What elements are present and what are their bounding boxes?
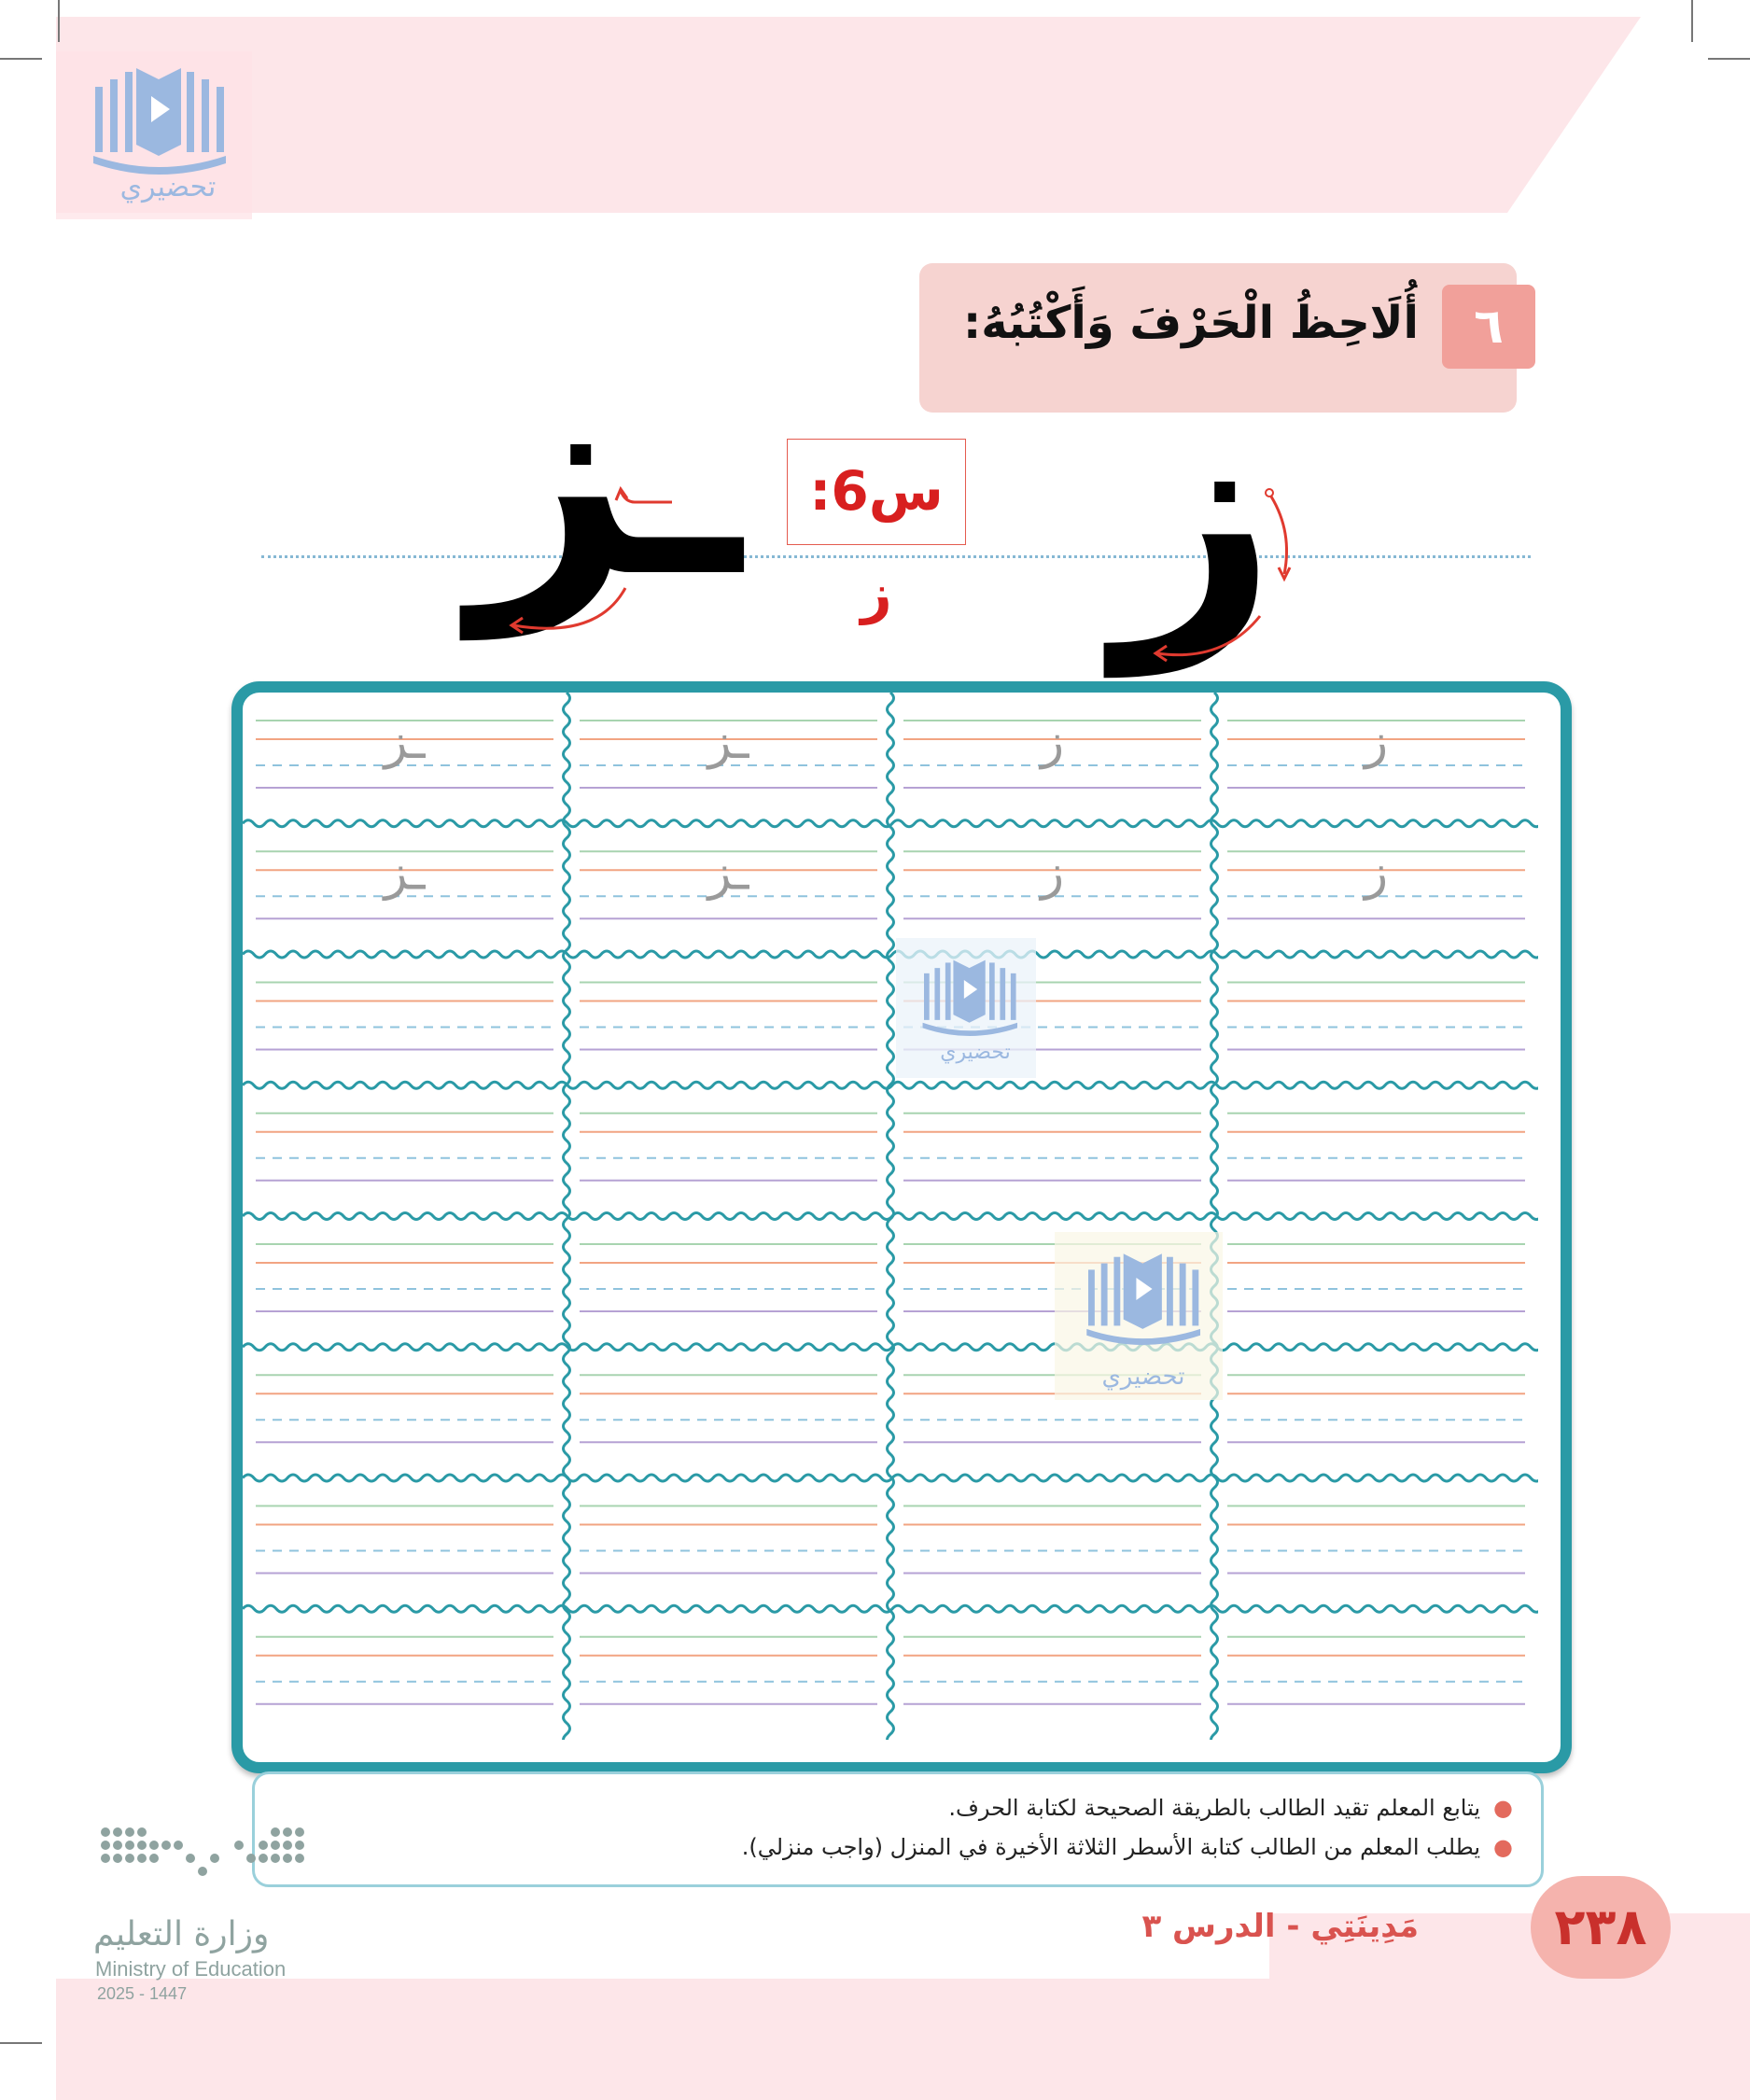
logo-dot: [113, 1827, 122, 1837]
bullet-icon: ●: [1493, 1795, 1513, 1821]
crop-mark: [0, 2042, 42, 2044]
logo-dot: [137, 1854, 147, 1863]
logo-dot: [234, 1841, 244, 1850]
letter-connected: ـز: [471, 313, 742, 638]
logo-dot: [283, 1827, 292, 1837]
watermark-logo: [56, 51, 252, 219]
exercise-number: ٦: [1442, 285, 1535, 369]
guide-letter: ز: [1364, 714, 1389, 770]
logo-dot: [174, 1841, 183, 1850]
logo-dot: [271, 1827, 280, 1837]
page-number: ٢٣٨: [1531, 1876, 1671, 1979]
watermark-label: تحضيري: [940, 1041, 1011, 1064]
edition-year: 2025 - 1447: [97, 1984, 188, 2003]
watermark-label: تحضيري: [1101, 1363, 1185, 1391]
watermark-logo: [1055, 1232, 1223, 1400]
row-divider-wave: [243, 1344, 1538, 1351]
logo-dot: [210, 1854, 219, 1863]
ministry-name-english: Ministry of Education: [95, 1957, 287, 1981]
crop-mark: [58, 0, 60, 42]
logo-dot: [295, 1854, 304, 1863]
guide-letter: ز: [1364, 845, 1389, 902]
teacher-note: [948, 1795, 1513, 1821]
logo-dot: [246, 1854, 256, 1863]
logo-dot: [101, 1827, 110, 1837]
logo-dot: [295, 1841, 304, 1850]
logo-dot: [186, 1854, 195, 1863]
logo-dot: [125, 1827, 134, 1837]
logo-dot: [149, 1854, 159, 1863]
logo-dot: [161, 1841, 171, 1850]
teacher-notes-box: [252, 1771, 1544, 1887]
teacher-note-text: يطلب المعلم من الطالب كتابة الأسطر الثلاثة الأخيرة في المنزل (واجب منزلي).: [741, 1834, 1481, 1860]
ministry-name-arabic: وزارة التعليم: [93, 1915, 270, 1953]
logo-dot: [113, 1841, 122, 1850]
logo-dot: [271, 1854, 280, 1863]
stroke-arrow-isolated-icon: [1139, 476, 1307, 672]
logo-dot: [137, 1841, 147, 1850]
exercise-instruction: أُلَاحِظُ الْحَرْفَ وَأَكْتُبُهُ:: [963, 297, 1419, 349]
column-divider-wave: [1211, 693, 1218, 1740]
guide-letter: ـز: [707, 845, 749, 902]
baseline-dotted-line: [261, 555, 1531, 558]
logo-dot: [101, 1841, 110, 1850]
ministry-logo-icon: [98, 1825, 313, 1899]
guide-letter: ـز: [384, 845, 426, 902]
logo-dot: [113, 1854, 122, 1863]
guide-letter: ز: [1040, 714, 1065, 770]
logo-dot: [137, 1827, 147, 1837]
logo-dot: [283, 1841, 292, 1850]
practice-grid: [243, 693, 1538, 1740]
guide-letter: ـز: [384, 714, 426, 770]
crop-mark: [1708, 58, 1750, 60]
crop-mark: [0, 58, 42, 60]
guide-letter: ـز: [707, 714, 749, 770]
teacher-note: [742, 1834, 1513, 1860]
bullet-icon: ●: [1493, 1834, 1513, 1860]
crop-mark: [1691, 0, 1693, 42]
logo-dot: [149, 1841, 159, 1850]
logo-dot: [283, 1854, 292, 1863]
logo-dot: [125, 1854, 134, 1863]
guide-letter: ز: [1040, 845, 1065, 902]
logo-dot: [259, 1854, 268, 1863]
watermark-logo: [896, 938, 1036, 1078]
answer-label: س6: ز: [787, 439, 966, 545]
logo-dot: [125, 1841, 134, 1850]
teacher-note-text: يتابع المعلم تقيد الطالب بالطريقة الصحيحة لكتابة الحرف.: [948, 1795, 1481, 1821]
logo-dot: [295, 1827, 304, 1837]
letter-isolated: ز: [1115, 350, 1277, 676]
logo-dot: [259, 1841, 268, 1850]
logo-dot: [198, 1867, 207, 1876]
logo-dot: [101, 1854, 110, 1863]
watermark-label: تحضيري: [119, 171, 217, 203]
logo-dot: [271, 1841, 280, 1850]
header-band: [56, 17, 1750, 213]
lesson-reference: مَدِينَتِي - الدرس ٣: [1141, 1908, 1419, 1945]
stroke-arrow-connected-icon: [485, 476, 672, 644]
